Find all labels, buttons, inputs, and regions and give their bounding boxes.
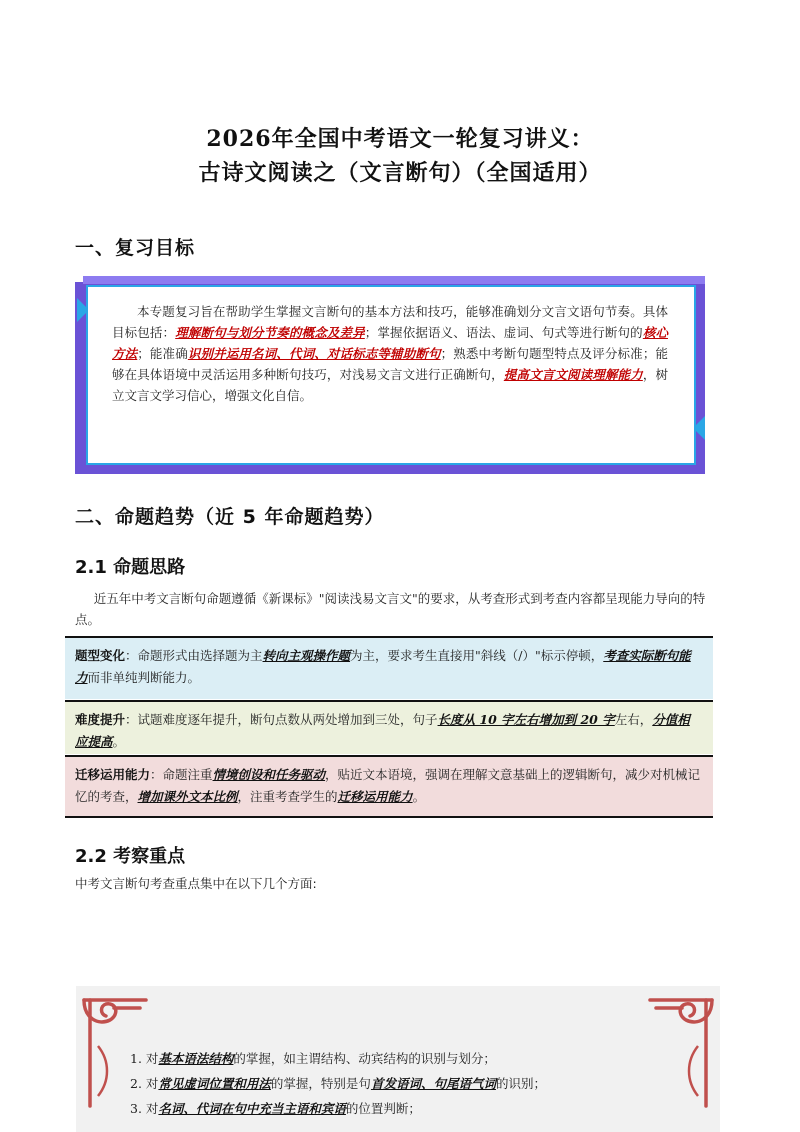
focus-list bbox=[130, 1046, 546, 1121]
subsection-heading-approach: 2.1 命题思路 bbox=[75, 557, 186, 578]
band-label: 迁移运用能力 bbox=[75, 767, 151, 782]
subsection-heading-focus: 2.2 考察重点 bbox=[75, 846, 186, 867]
trend-band-question-type: 题型变化：命题形式由选择题为主转向主观操作题为主，要求考生直接用"斜线（/）"标示停顿，考查实际断句能力而非单纯判断能力。 bbox=[65, 636, 713, 699]
focus-intro: 中考文言断句考查重点集中在以下几个方面: bbox=[75, 876, 317, 891]
band-label: 难度提升 bbox=[75, 712, 126, 727]
list-item: 1. 对基本语法结构的掌握，如主谓结构、动宾结构的识别与划分； bbox=[130, 1051, 496, 1066]
list-item: 2. 对常见虚词位置和用法的掌握，特别是句首发语词、句尾语气词的识别； bbox=[130, 1076, 546, 1091]
goal-emphasis: 核心方法 bbox=[112, 325, 668, 361]
band-label: 题型变化 bbox=[75, 648, 126, 663]
list-item: 3. 对名词、代词在句中充当主语和宾语的位置判断； bbox=[130, 1101, 421, 1116]
trend-band-difficulty: 难度提升：试题难度逐年提升，断句点数从两处增加到三处，句子长度从 10 字左右增加到 20 字左右，分值相应提高。 bbox=[65, 700, 713, 754]
goal-paragraph: 本专题复习旨在帮助学生掌握文言断句的基本方法和技巧，能够准确划分文言文语句节奏。具体目标包括：理解断句与划分节奏的概念及差异；掌握依据语义、语法、虚词、句式等进行断句的核心方法；能准确识别并运用名词、代词、对话标志等辅助断句；熟悉中考断句题型特点及评分标准；能够在具体语境中灵活运用多种断句技巧，对浅易文言文进行正确断句，提高文言文阅读理解能力，树立文言文学习信心，增强文化自信。 bbox=[112, 304, 668, 403]
document-title-line-1: 2026年全国中考语文一轮复习讲义： bbox=[206, 126, 594, 152]
goal-emphasis: 理解断句与划分节奏的概念及差异 bbox=[175, 325, 365, 340]
trend-band-transfer: 迁移运用能力：命题注重情境创设和任务驱动，贴近文本语境，强调在理解文意基础上的逻辑断句，减少对机械记忆的考查，增加课外文本比例，注重考查学生的迁移运用能力。 bbox=[65, 755, 713, 818]
goal-frame bbox=[75, 276, 705, 474]
goal-emphasis: 提高文言文阅读理解能力 bbox=[503, 367, 643, 382]
section-heading-goals: 一、复习目标 bbox=[75, 237, 196, 259]
goal-frame-stripe bbox=[83, 276, 705, 284]
focus-decorated-box bbox=[76, 986, 720, 1132]
goal-text-box bbox=[86, 285, 696, 465]
section-heading-trends: 二、命题趋势（近 5 年命题趋势） bbox=[75, 506, 385, 528]
approach-paragraph: 近五年中考文言断句命题遵循《新课标》"阅读浅易文言文"的要求，从考查形式到考查内容都呈现能力导向的特点。 bbox=[75, 591, 706, 627]
corner-scroll-icon bbox=[650, 1000, 712, 1106]
goal-emphasis: 识别并运用名词、代词、对话标志等辅助断句 bbox=[187, 346, 441, 361]
document-title-line-2: 古诗文阅读之（文言断句）（全国适用） bbox=[198, 160, 602, 186]
